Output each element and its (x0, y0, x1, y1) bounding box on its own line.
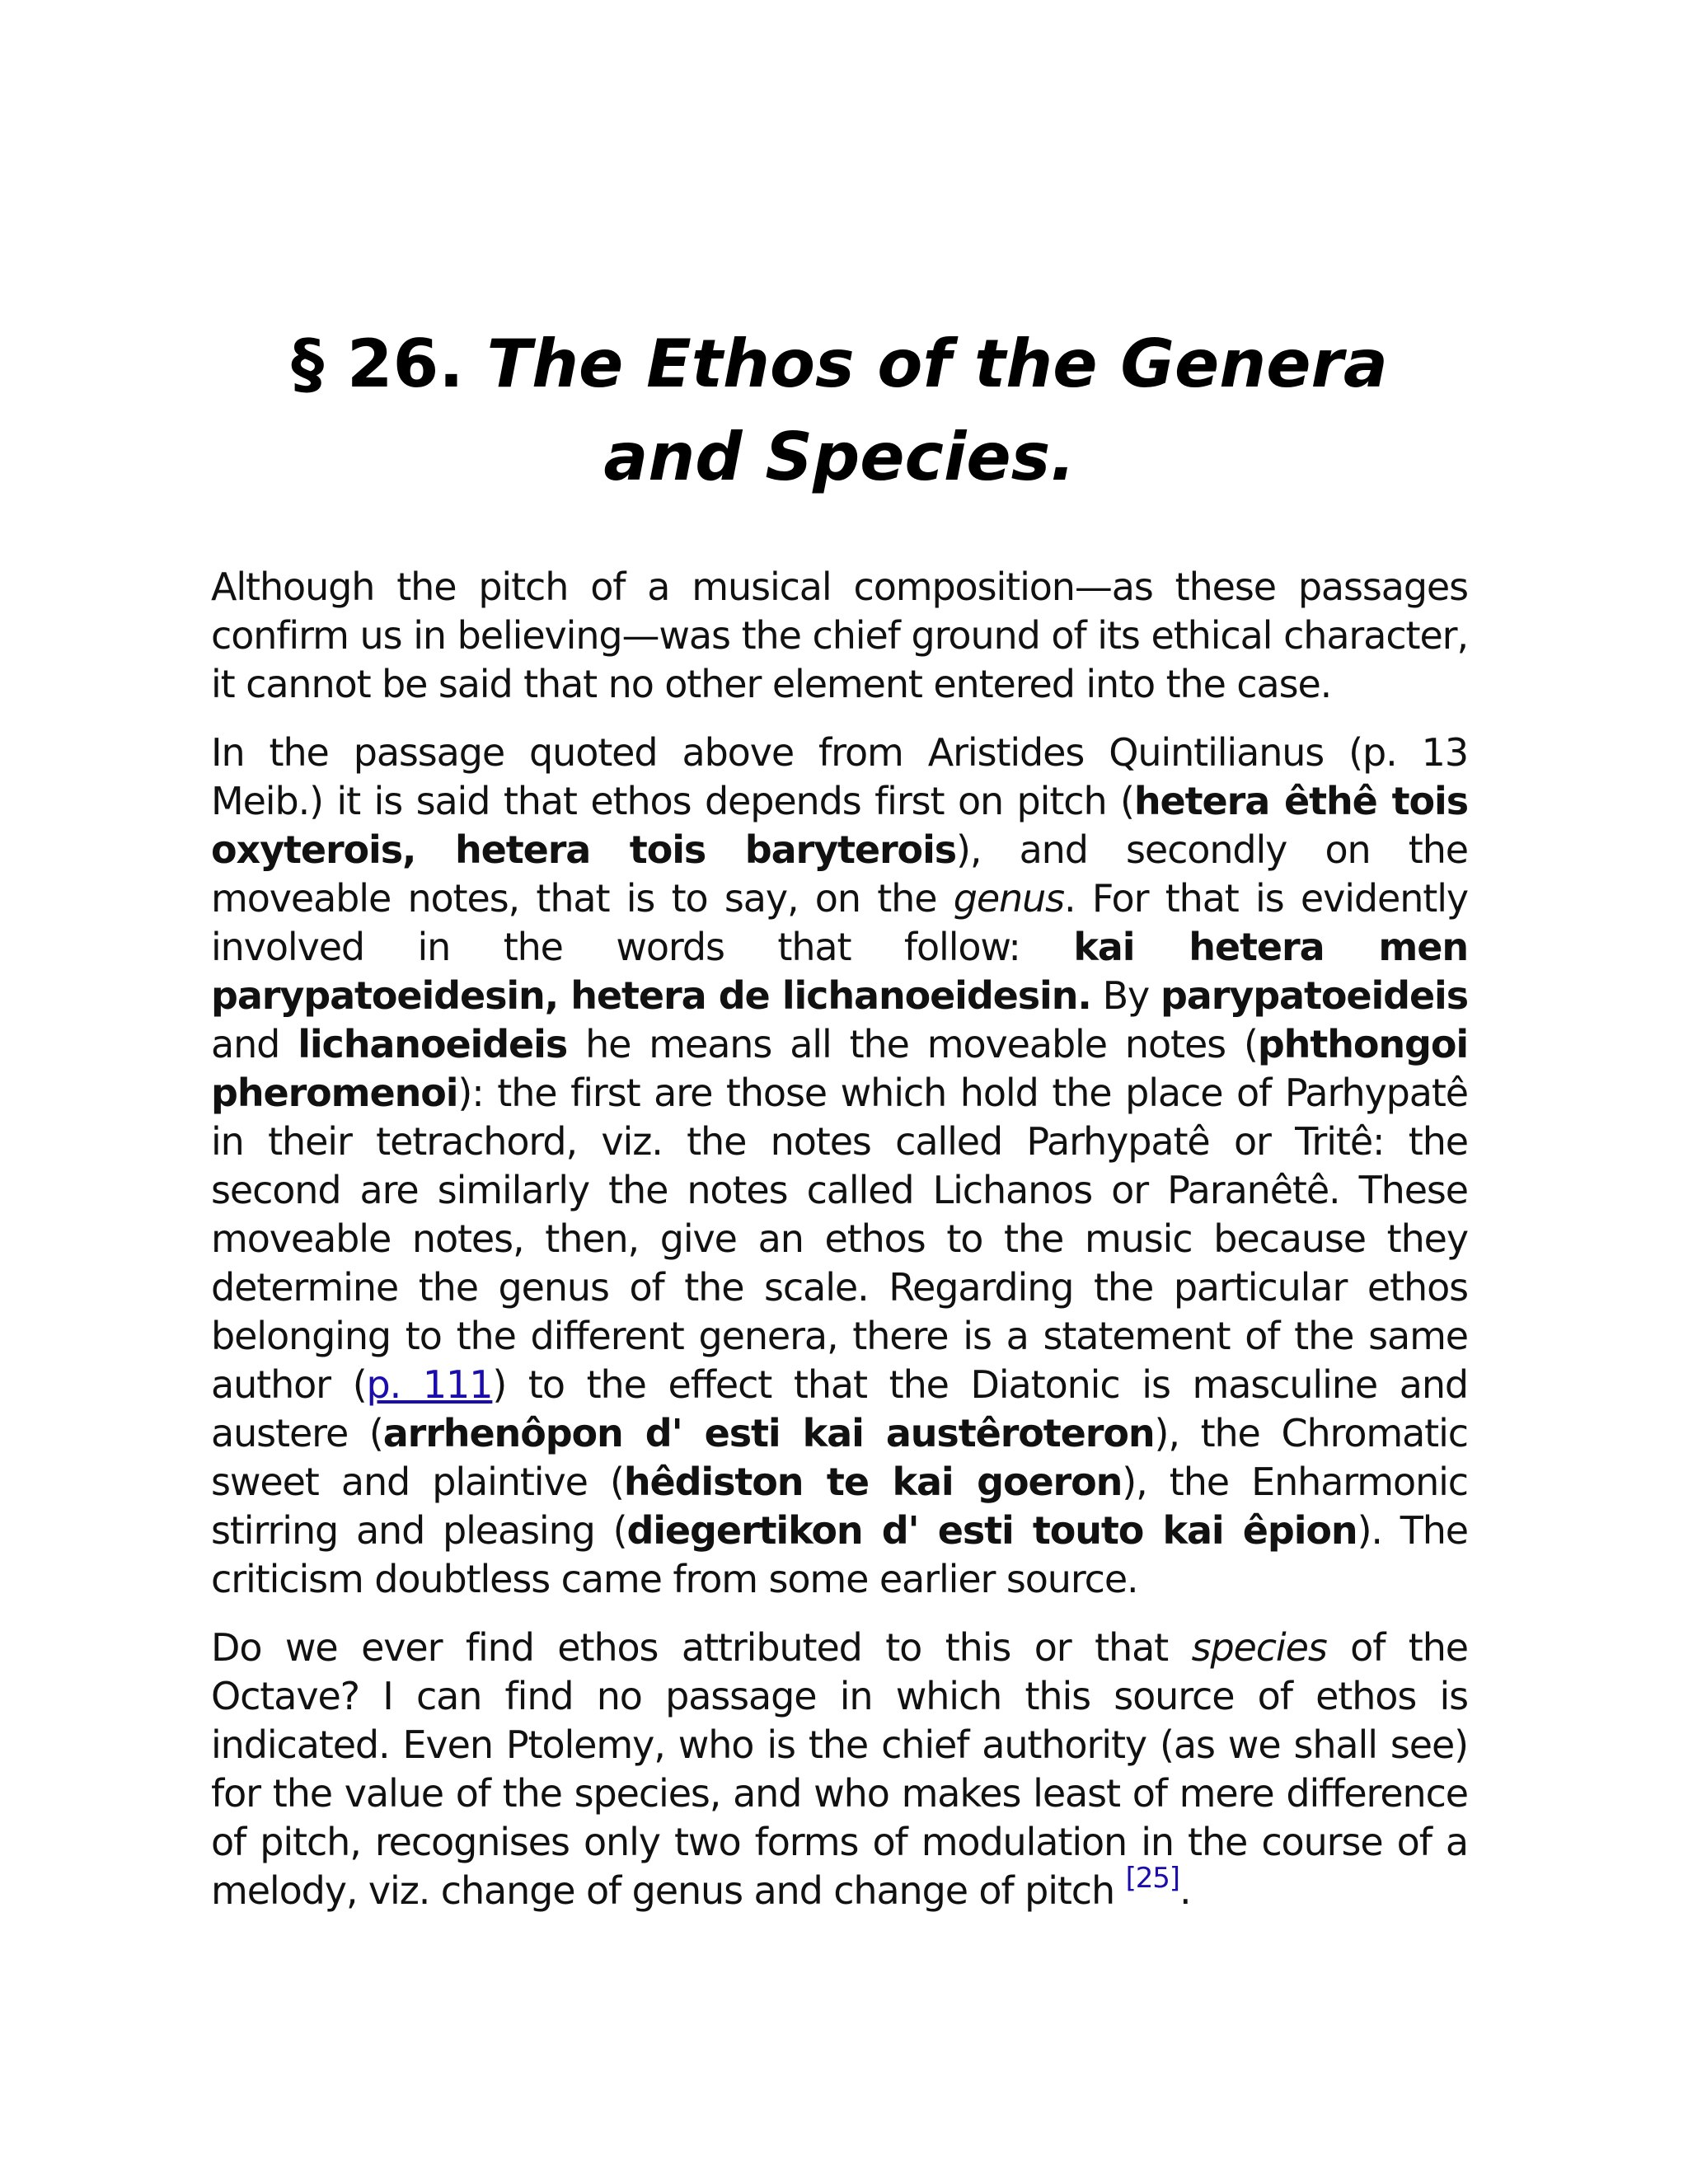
greek-phrase-moveable: kai hetera men parypatoeidesin, hetera de lichanoeidesin. (211, 925, 1468, 1018)
term-lichanoeideis: lichanoeideis (298, 1022, 568, 1066)
p2-text-1: In the passage quoted above from Aristides Quintilianus (p. 13 Meib.) it is said that ethos depends first on pitch ( (211, 730, 1468, 823)
p2-text-6: he means all the moveable notes ( (567, 1022, 1258, 1066)
paragraph-2 (211, 729, 1468, 1604)
p3-text-1: Do we ever find ethos attributed to this or that (211, 1625, 1192, 1670)
p2-text-7: ): the first are those which hold the place of Parhypatê in their tetrachord, viz. the notes called Parhypatê or Tritê: the second are similarly the notes called Lichanos or Paranêtê. These moveable notes, then, give an ethos to the music because they determine the genus of the scale. Regarding the particular ethos belonging to the different genera, there is a statement of the same author ( (211, 1071, 1468, 1407)
footnote-link[interactable]: [25] (1125, 1862, 1179, 1895)
section-heading (211, 317, 1468, 504)
p2-text-10: ), the Enharmonic stirring and pleasing ( (211, 1460, 1468, 1553)
section-number: § 26. (291, 326, 464, 402)
emphasis-species: species (1191, 1625, 1327, 1670)
p2-text-4: By (1090, 973, 1160, 1018)
emphasis-genus: genus (953, 876, 1064, 921)
footnote-marker (1126, 1862, 1179, 1895)
greek-phrase-enharmonic: diegertikon d' esti touto kai êpion (626, 1508, 1357, 1553)
greek-phrase-pitch: hetera êthê tois oxyterois, hetera tois baryterois (211, 779, 1468, 872)
section-title: The Ethos of the Genera and Species. (486, 326, 1388, 495)
term-parypatoeideis: parypatoeideis (1160, 973, 1469, 1018)
page-reference-link[interactable]: p. 111 (366, 1362, 493, 1407)
p2-text-2: ), and secondly on the moveable notes, that is to say, on the (211, 827, 1468, 921)
p1-text: Although the pitch of a musical composition—as these passages confirm us in believing—was the chief ground of its ethical character, it cannot be said that no other element entered into the case. (211, 565, 1468, 706)
p2-text-5: and (211, 1022, 298, 1066)
p2-text-11: ). The criticism doubtless came from some earlier source. (211, 1508, 1468, 1601)
p2-text-8: ) to the effect that the Diatonic is masculine and austere ( (211, 1362, 1468, 1455)
document-page (211, 317, 1468, 1935)
p3-text-3: . (1179, 1868, 1191, 1913)
term-phthongoi-pheromenoi: phthongoi pheromenoi (211, 1022, 1469, 1115)
p3-text-2: of the Octave? I can find no passage in which this source of ethos is indicated. Even Ptolemy, who is the chief authority (as we shall see) for the value of the species, and who makes least of mere difference of pitch, recognises only two forms of modulation in the course of a melody, viz. change of genus and change of pitch (211, 1625, 1468, 1913)
paragraph-1 (211, 563, 1468, 709)
p2-text-3: . For that is evidently involved in the words that follow: (211, 876, 1469, 969)
paragraph-3 (211, 1624, 1468, 1915)
greek-phrase-diatonic: arrhenôpon d' esti kai austêroteron (382, 1411, 1155, 1455)
greek-phrase-chromatic: hêdiston te kai goeron (623, 1460, 1123, 1504)
p2-text-9: ), the Chromatic sweet and plaintive ( (211, 1411, 1468, 1504)
